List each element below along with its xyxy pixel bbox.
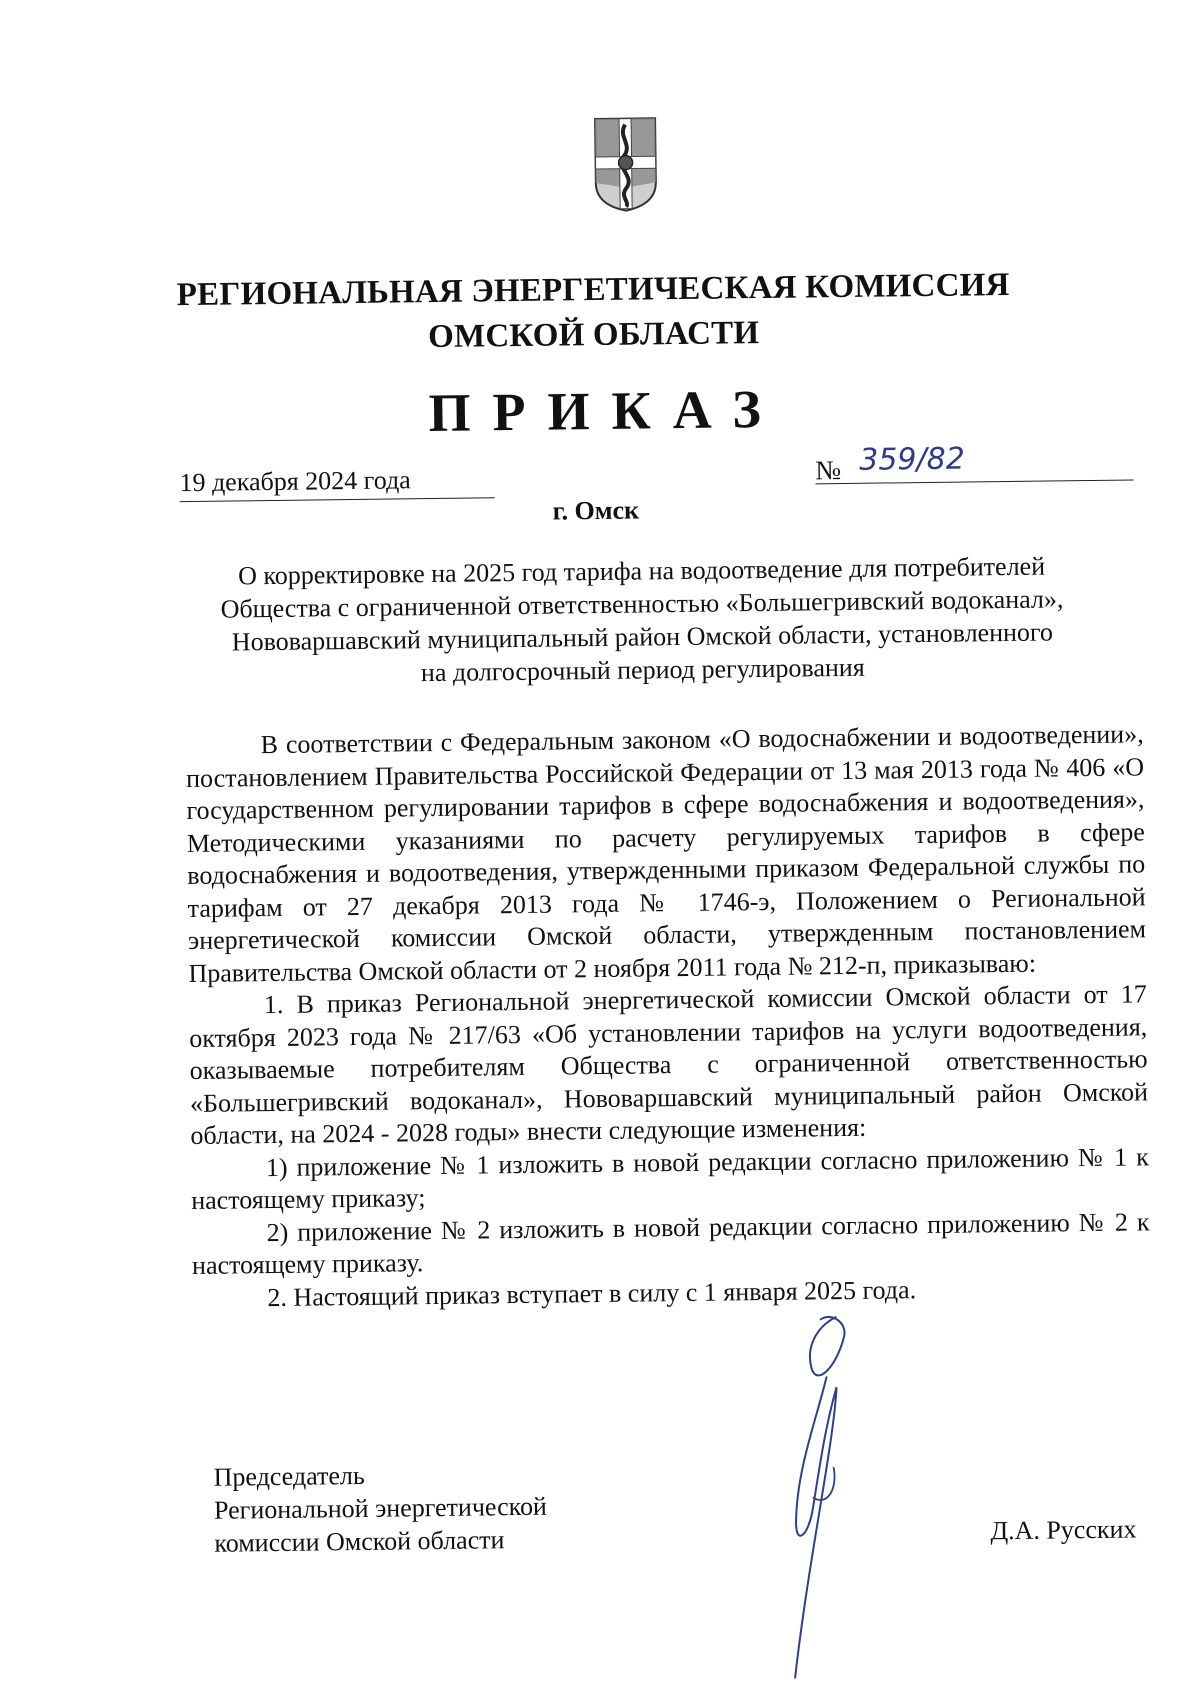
subject-line: на долгосрочный период регулирования	[420, 652, 865, 688]
handwritten-signature-icon	[766, 1306, 901, 1688]
document-body	[186, 718, 1151, 1315]
number-underline	[816, 479, 1134, 484]
document-city: г. Омск	[552, 495, 640, 526]
document-date: 19 декабря 2024 года	[179, 465, 411, 498]
preamble-paragraph: В соответствии с Федеральным законом «О водоснабжении и водоотведении», постановлением Правительства Российской Федерации от 13 мая 2013 года № 406 «О государственном регулировании тарифов в сфере водоснабжения и водоотведения», Методическими указаниями по расчету регулируемых тарифов в сфере водоснабжения и водоотведения, утвержденными приказом Федеральной службы по тарифам от 27 декабря 2013 года № 1746-э, Положением о Региональной энергетической комиссии Омской области, утвержденным постановлением Правительства Омской области от 2 ноября 2011 года № 212-п, приказываю:	[185, 719, 1147, 988]
position-line: комиссии Омской области	[214, 1525, 505, 1558]
document-subject	[166, 549, 1118, 693]
item-1-2-paragraph: 2) приложение № 2 изложить в новой редакции согласно приложению № 2 к настоящему приказу.	[191, 1206, 1150, 1281]
subject-line: Нововаршавский муниципальный район Омской области, установленного	[231, 617, 1054, 657]
document-number: 359/82	[859, 441, 966, 478]
document-title: ПРИКАЗ	[428, 378, 784, 444]
subject-line: Общества с ограниченной ответственностью «Большегривский водоканал»,	[220, 584, 1064, 624]
organization-name-line2: ОМСКОЙ ОБЛАСТИ	[427, 315, 760, 356]
signatory-name: Д.А. Русских	[990, 1514, 1137, 1546]
subject-line: О корректировке на 2025 год тарифа на водоотведение для потребителей	[237, 551, 1046, 591]
organization-name-line1: РЕГИОНАЛЬНАЯ ЭНЕРГЕТИЧЕСКАЯ КОМИССИЯ	[176, 266, 1010, 314]
omsk-oblast-coat-of-arms-icon	[593, 116, 658, 213]
signatory-position	[213, 1457, 547, 1560]
position-line: Региональной энергетической	[213, 1491, 548, 1525]
item-2-paragraph: 2. Настоящий приказ вступает в силу с 1 января 2025 года.	[267, 1274, 917, 1312]
item-1-1-paragraph: 1) приложение № 1 изложить в новой редакции согласно приложению № 1 к настоящему приказу;	[191, 1141, 1149, 1216]
document-number-label: №	[815, 455, 842, 486]
position-line: Председатель	[213, 1460, 365, 1492]
item-1-paragraph: 1. В приказ Региональной энергетической комиссии Омской области от 17 октября 2023 года № 217/63 «Об установлении тарифов на услуги водоотведения, оказываемые потребителям Общества с ограниченной ответственностью «Большегривский водоканал», Нововаршавский муниципальный район Омской области, на 2024 - 2028 годы» внести следующие изменения:	[189, 979, 1149, 1151]
